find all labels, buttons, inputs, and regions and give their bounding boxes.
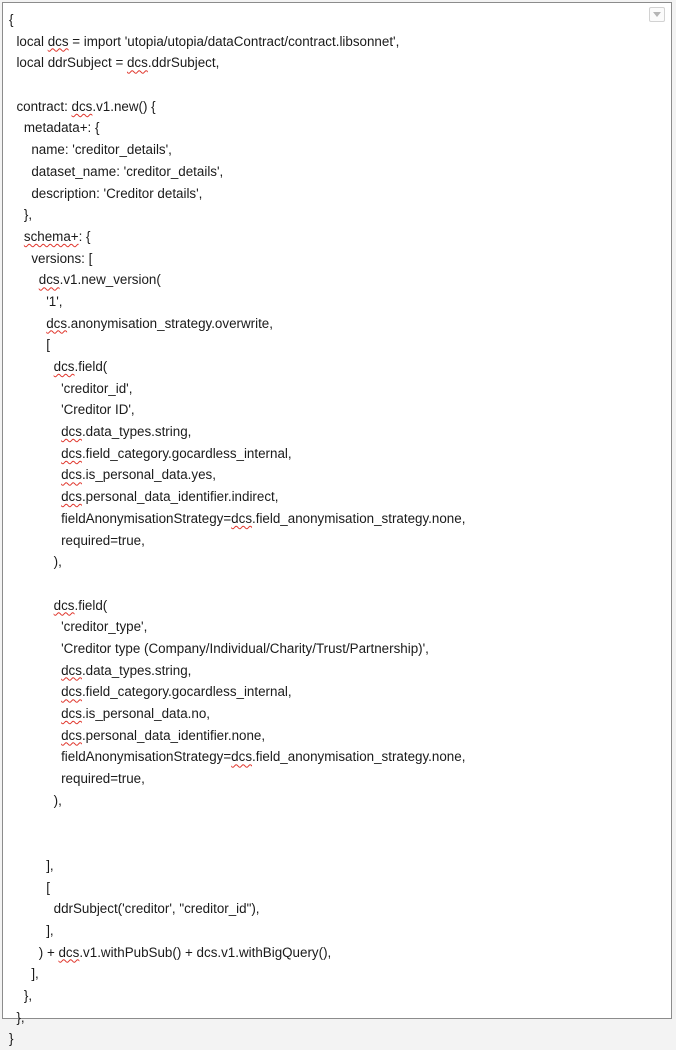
spellcheck-word: dcs	[58, 944, 80, 960]
code-line: dcs.field_category.gocardless_internal,	[61, 445, 292, 461]
code-line: 'Creditor type (Company/Individual/Charity/Trust/Partnership)',	[9, 640, 429, 656]
spellcheck-word: dcs	[231, 510, 253, 526]
code-line: [	[9, 337, 50, 353]
code-line	[9, 573, 465, 595]
spellcheck-word: dcs	[61, 706, 82, 721]
code-line: dcs.field(	[53, 597, 108, 613]
spellcheck-word: dcs	[61, 445, 82, 461]
code-line: contract: dcs.v1.new() {	[9, 98, 156, 114]
spellcheck-word: dcs	[53, 359, 75, 374]
code-line: ],	[9, 966, 39, 982]
code-line: dcs.data_types.string,	[61, 662, 192, 678]
code-line: dcs.is_personal_data.no,	[61, 706, 210, 721]
spellcheck-word: dcs	[71, 98, 93, 114]
code-line: dcs.anonymisation_strategy.overwrite,	[46, 315, 273, 331]
code-line: fieldAnonymisationStrategy=dcs.field_anonymisation_strategy.none,	[9, 749, 466, 765]
dropdown-toggle-button[interactable]	[649, 7, 665, 22]
code-line: dcs.is_personal_data.yes,	[61, 467, 216, 483]
code-line: ],	[9, 857, 54, 873]
spellcheck-word: dcs	[61, 467, 82, 483]
code-line: local dcs = import 'utopia/utopia/dataContract/contract.libsonnet',	[9, 33, 400, 49]
code-line: [	[9, 879, 50, 895]
code-line: {	[9, 12, 14, 27]
code-line: dcs.personal_data_identifier.indirect,	[61, 489, 279, 505]
spellcheck-word: schema+	[23, 228, 79, 244]
code-line: },	[9, 987, 33, 1003]
code-line: ],	[9, 922, 54, 938]
document-frame	[2, 2, 672, 1047]
code-line: 'creditor_id',	[9, 380, 133, 396]
code-line	[9, 74, 465, 96]
chevron-down-icon	[653, 12, 661, 17]
code-line: dcs.v1.new_version(	[38, 272, 161, 288]
code-line: required=true,	[9, 771, 145, 787]
code-block	[9, 9, 465, 1050]
spellcheck-word: dcs	[61, 727, 82, 743]
code-line: dcs.field(	[53, 359, 108, 374]
spellcheck-word: dcs	[126, 55, 148, 71]
spellcheck-word: dcs	[61, 424, 82, 440]
code-line: }	[9, 1031, 14, 1047]
code-line: name: 'creditor_details',	[9, 142, 172, 158]
code-line: 'creditor_type',	[9, 619, 148, 635]
spellcheck-word: dcs	[61, 662, 82, 678]
code-line: dcs.data_types.string,	[61, 424, 192, 440]
code-line: ),	[9, 792, 62, 808]
code-line: description: 'Creditor details',	[9, 185, 203, 201]
spellcheck-word: dcs	[38, 272, 60, 288]
spellcheck-word: dcs	[61, 489, 82, 505]
code-line: '1',	[9, 293, 63, 309]
code-line: dcs.field_category.gocardless_internal,	[61, 684, 292, 700]
code-line: required=true,	[9, 532, 145, 548]
code-line: dcs.personal_data_identifier.none,	[61, 727, 266, 743]
spellcheck-word: dcs	[61, 684, 82, 700]
code-line: },	[9, 207, 33, 223]
spellcheck-word: dcs	[231, 749, 253, 765]
code-line: ddrSubject('creditor', "creditor_id"),	[9, 901, 260, 917]
code-line: versions: [	[9, 250, 93, 266]
code-line: },	[9, 1009, 25, 1025]
code-line	[9, 811, 465, 833]
spellcheck-word: dcs	[53, 597, 75, 613]
code-line: fieldAnonymisationStrategy=dcs.field_anonymisation_strategy.none,	[9, 510, 466, 526]
code-line: metadata+: {	[9, 120, 100, 136]
code-line: 'Creditor ID',	[9, 402, 135, 418]
code-line: schema+: {	[23, 228, 91, 244]
spellcheck-word: dcs	[46, 315, 68, 331]
spellcheck-word: dcs	[47, 33, 69, 49]
code-line: ),	[9, 554, 62, 570]
code-line: local ddrSubject = dcs.ddrSubject,	[9, 55, 220, 71]
code-line: dataset_name: 'creditor_details',	[9, 163, 224, 179]
code-line: ) + dcs.v1.withPubSub() + dcs.v1.withBigQuery(),	[9, 944, 332, 960]
code-line	[9, 833, 465, 855]
